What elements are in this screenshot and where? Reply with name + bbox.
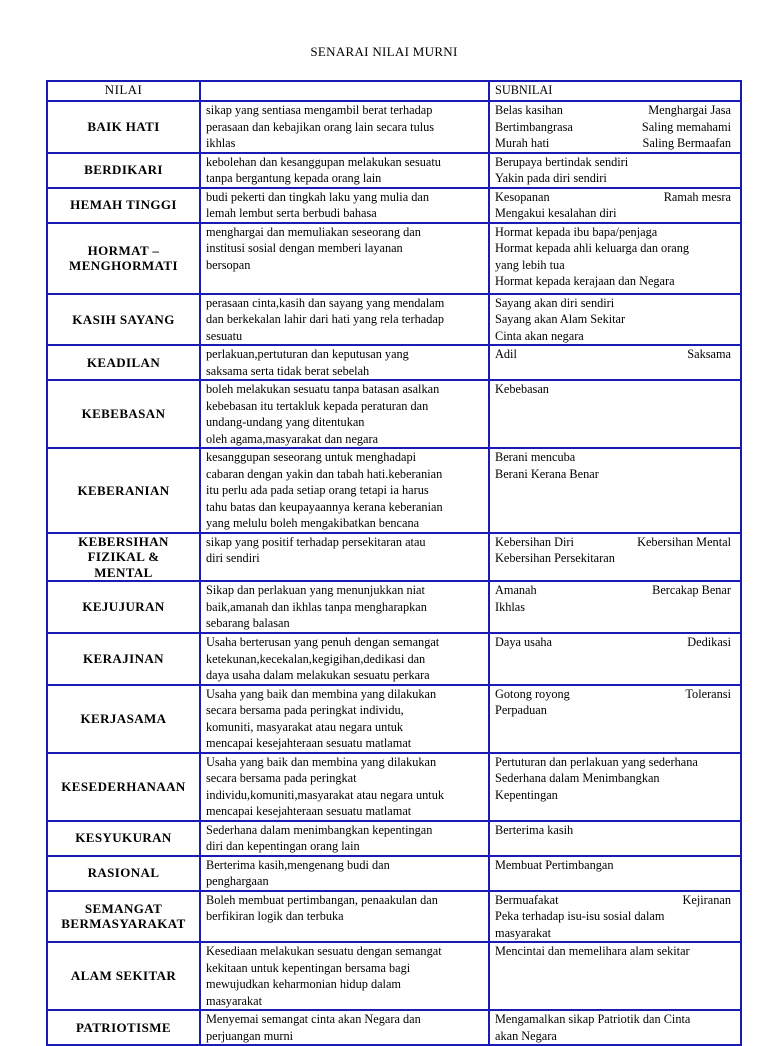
description-cell: sikap yang positif terhadap persekitaran atau diri sendiri [200, 533, 489, 582]
subnilai-item: Kejiranan [682, 892, 731, 907]
table-row [47, 294, 741, 346]
subnilai-line [495, 240, 735, 257]
subnilai-line [495, 328, 735, 345]
subnilai-item: Kebersihan Persekitaran [495, 551, 615, 565]
nilai-cell: HORMAT – MENGHORMATI [47, 223, 200, 294]
subnilai-item: Kepentingan [495, 787, 558, 802]
subnilai-line [495, 381, 735, 398]
subnilai-item: Perpaduan [495, 703, 547, 717]
nilai-cell: HEMAH TINGGI [47, 188, 200, 223]
subnilai-item: Berani Kerana Benar [495, 466, 599, 481]
subnilai-item: Saksama [687, 347, 731, 361]
subnilai-line [495, 189, 735, 206]
header-description [200, 81, 489, 101]
subnilai-line [495, 119, 735, 136]
subnilai-cell [489, 448, 741, 533]
subnilai-cell [489, 1010, 741, 1045]
subnilai-cell [489, 753, 741, 821]
subnilai-item: Mengakui kesalahan diri [495, 206, 617, 220]
subnilai-item: Berupaya bertindak sendiri [495, 154, 629, 169]
nilai-cell: KEBERSIHAN FIZIKAL & MENTAL [47, 533, 200, 582]
table-row [47, 188, 741, 223]
subnilai-line [495, 754, 735, 771]
subnilai-line [495, 311, 735, 328]
subnilai-line [495, 634, 735, 651]
nilai-cell: BAIK HATI [47, 101, 200, 153]
table-row [47, 685, 741, 753]
nilai-cell: BERDIKARI [47, 153, 200, 188]
table-row [47, 753, 741, 821]
subnilai-cell [489, 380, 741, 448]
description-cell: Usaha berterusan yang penuh dengan semangat ketekunan,kecekalan,kegigihan,dedikasi dan daya usaha dalam melakukan sesuatu perkara [200, 633, 489, 685]
subnilai-item: Ikhlas [495, 599, 526, 614]
subnilai-line [495, 466, 735, 483]
subnilai-line [495, 135, 735, 152]
subnilai-item: Amanah [495, 583, 537, 597]
subnilai-line [495, 1028, 735, 1045]
nilai-cell: KESYUKURAN [47, 821, 200, 856]
nilai-cell: KEBEBASAN [47, 380, 200, 448]
subnilai-item: Murah hati [495, 136, 550, 150]
subnilai-item: Saling Bermaafan [642, 136, 731, 150]
page-title: SENARAI NILAI MURNI [310, 44, 458, 59]
table-row [47, 821, 741, 856]
subnilai-item: Sayang akan Alam Sekitar [495, 312, 626, 326]
subnilai-line [495, 925, 735, 942]
table-row [47, 345, 741, 380]
description-cell: perlakuan,pertuturan dan keputusan yang saksama serta tidak berat sebelah [200, 345, 489, 380]
subnilai-line [495, 892, 735, 909]
subnilai-cell [489, 685, 741, 753]
description-cell: sikap yang sentiasa mengambil berat terhadap perasaan dan kebajikan orang lain secara tulus ikhlas [200, 101, 489, 153]
nilai-cell: KEJUJURAN [47, 581, 200, 633]
subnilai-line [495, 1011, 735, 1028]
subnilai-line [495, 943, 735, 960]
subnilai-item: Berani mencuba [495, 450, 576, 464]
subnilai-item: Kebersihan Diri [495, 534, 574, 549]
nilai-cell: PATRIOTISME [47, 1010, 200, 1045]
subnilai-item: Membuat Pertimbangan [495, 857, 614, 872]
subnilai-cell [489, 942, 741, 1010]
values-table [46, 80, 742, 1046]
subnilai-item: Saling memahami [641, 119, 731, 134]
subnilai-line [495, 857, 735, 874]
subnilai-line [495, 582, 735, 599]
subnilai-item: Hormat kepada ibu bapa/penjaga [495, 224, 658, 239]
subnilai-item: Menghargai Jasa [648, 103, 731, 117]
subnilai-line [495, 449, 735, 466]
subnilai-line [495, 702, 735, 719]
nilai-cell: ALAM SEKITAR [47, 942, 200, 1010]
subnilai-cell [489, 153, 741, 188]
header-subnilai: SUBNILAI [489, 81, 741, 101]
subnilai-item: Daya usaha [495, 635, 553, 649]
subnilai-item: Bertimbangrasa [495, 119, 573, 134]
nilai-cell: KERAJINAN [47, 633, 200, 685]
table-header-row [47, 81, 741, 101]
table-row [47, 581, 741, 633]
table-row [47, 856, 741, 891]
table-row [47, 153, 741, 188]
subnilai-item: akan Negara [495, 1028, 557, 1043]
description-cell: kebolehan dan kesanggupan melakukan sesuatu tanpa bergantung kepada orang lain [200, 153, 489, 188]
subnilai-item: Dedikasi [687, 635, 731, 649]
nilai-cell: KEBERANIAN [47, 448, 200, 533]
subnilai-item: Kebebasan [495, 382, 549, 396]
subnilai-line [495, 295, 735, 312]
subnilai-line [495, 224, 735, 241]
table-row [47, 533, 741, 582]
subnilai-cell [489, 294, 741, 346]
subnilai-item: Kesopanan [495, 189, 550, 204]
table-row [47, 101, 741, 153]
subnilai-item: yang lebih tua [495, 257, 565, 272]
subnilai-line [495, 257, 735, 274]
table-row [47, 223, 741, 294]
subnilai-line [495, 154, 735, 171]
subnilai-line [495, 822, 735, 839]
subnilai-line [495, 534, 735, 551]
header-nilai: NILAI [47, 81, 200, 101]
table-row [47, 380, 741, 448]
subnilai-item: Peka terhadap isu-isu sosial dalam [495, 909, 665, 923]
description-cell: Sederhana dalam menimbangkan kepentingan diri dan kepentingan orang lain [200, 821, 489, 856]
nilai-cell: KERJASAMA [47, 685, 200, 753]
description-cell: perasaan cinta,kasih dan sayang yang mendalam dan berkekalan lahir dari hati yang rela terhadap sesuatu [200, 294, 489, 346]
description-cell: budi pekerti dan tingkah laku yang mulia dan lemah lembut serta berbudi bahasa [200, 188, 489, 223]
subnilai-line [495, 787, 735, 804]
description-cell: menghargai dan memuliakan seseorang dan institusi sosial dengan memberi layanan bersopan [200, 223, 489, 294]
subnilai-item: Sederhana dalam Menimbangkan [495, 771, 660, 785]
subnilai-line [495, 170, 735, 187]
table-row [47, 891, 741, 943]
subnilai-cell [489, 581, 741, 633]
nilai-cell: KESEDERHANAAN [47, 753, 200, 821]
table-row [47, 448, 741, 533]
subnilai-item: Pertuturan dan perlakuan yang sederhana [495, 754, 698, 769]
description-cell: Sikap dan perlakuan yang menunjukkan niat baik,amanah dan ikhlas tanpa mengharapkan sebarang balasan [200, 581, 489, 633]
subnilai-cell [489, 188, 741, 223]
subnilai-cell [489, 101, 741, 153]
description-cell: Kesediaan melakukan sesuatu dengan semangat kekitaan untuk kepentingan bersama bagi mewujudkan keharmonian hidup dalam masyarakat [200, 942, 489, 1010]
subnilai-line [495, 550, 735, 567]
subnilai-item: Bermuafakat [495, 892, 559, 907]
subnilai-item: Sayang akan diri sendiri [495, 295, 615, 310]
table-row [47, 1010, 741, 1045]
subnilai-cell [489, 891, 741, 943]
nilai-cell: KASIH SAYANG [47, 294, 200, 346]
subnilai-item: Berterima kasih [495, 822, 574, 837]
subnilai-cell [489, 821, 741, 856]
subnilai-item: Cinta akan negara [495, 328, 584, 343]
subnilai-line [495, 686, 735, 703]
subnilai-item: Gotong royong [495, 686, 570, 701]
subnilai-item: Hormat kepada ahli keluarga dan orang [495, 241, 690, 255]
nilai-cell: RASIONAL [47, 856, 200, 891]
subnilai-item: Mengamalkan sikap Patriotik dan Cinta [495, 1012, 691, 1026]
subnilai-cell [489, 345, 741, 380]
subnilai-item: Toleransi [685, 686, 731, 701]
description-cell: Boleh membuat pertimbangan, penaakulan dan berfikiran logik dan terbuka [200, 891, 489, 943]
nilai-cell: SEMANGAT BERMASYARAKAT [47, 891, 200, 943]
subnilai-line [495, 102, 735, 119]
nilai-cell: KEADILAN [47, 345, 200, 380]
subnilai-line [495, 346, 735, 363]
subnilai-cell [489, 223, 741, 294]
description-cell: Usaha yang baik dan membina yang dilakukan secara bersama pada peringkat individu,komuniti,masyarakat atau negara untuk mencapai kesejahteraan sesuatu matlamat [200, 753, 489, 821]
subnilai-item: Ramah mesra [663, 189, 731, 204]
subnilai-item: Mencintai dan memelihara alam sekitar [495, 944, 690, 958]
subnilai-line [495, 599, 735, 616]
subnilai-cell [489, 856, 741, 891]
subnilai-item: Bercakap Benar [652, 583, 731, 597]
subnilai-item: Yakin pada diri sendiri [495, 171, 607, 185]
subnilai-line [495, 273, 735, 290]
subnilai-item: Adil [495, 347, 517, 361]
description-cell: Usaha yang baik dan membina yang dilakukan secara bersama pada peringkat individu, komuniti, masyarakat atau negara untuk mencapai kesejahteraan sesuatu matlamat [200, 685, 489, 753]
table-row [47, 633, 741, 685]
subnilai-line [495, 770, 735, 787]
subnilai-item: Hormat kepada kerajaan dan Negara [495, 274, 675, 288]
subnilai-line [495, 205, 735, 222]
subnilai-item: masyarakat [495, 925, 551, 940]
description-cell: Menyemai semangat cinta akan Negara dan perjuangan murni [200, 1010, 489, 1045]
description-cell: boleh melakukan sesuatu tanpa batasan asalkan kebebasan itu tertakluk kepada peraturan dan undang-undang yang ditentukan oleh agama,masyarakat dan negara [200, 380, 489, 448]
subnilai-item: Belas kasihan [495, 103, 563, 117]
subnilai-line [495, 908, 735, 925]
subnilai-cell [489, 533, 741, 582]
description-cell: kesanggupan seseorang untuk menghadapi cabaran dengan yakin dan tabah hati.keberanian itu perlu ada pada setiap orang tetapi ia harus tahu batas dan keupayaannya kerana keberanian yang melulu boleh mengakibatkan bencana [200, 448, 489, 533]
table-row [47, 942, 741, 1010]
subnilai-item: Kebersihan Mental [637, 534, 731, 549]
subnilai-cell [489, 633, 741, 685]
description-cell: Berterima kasih,mengenang budi dan penghargaan [200, 856, 489, 891]
